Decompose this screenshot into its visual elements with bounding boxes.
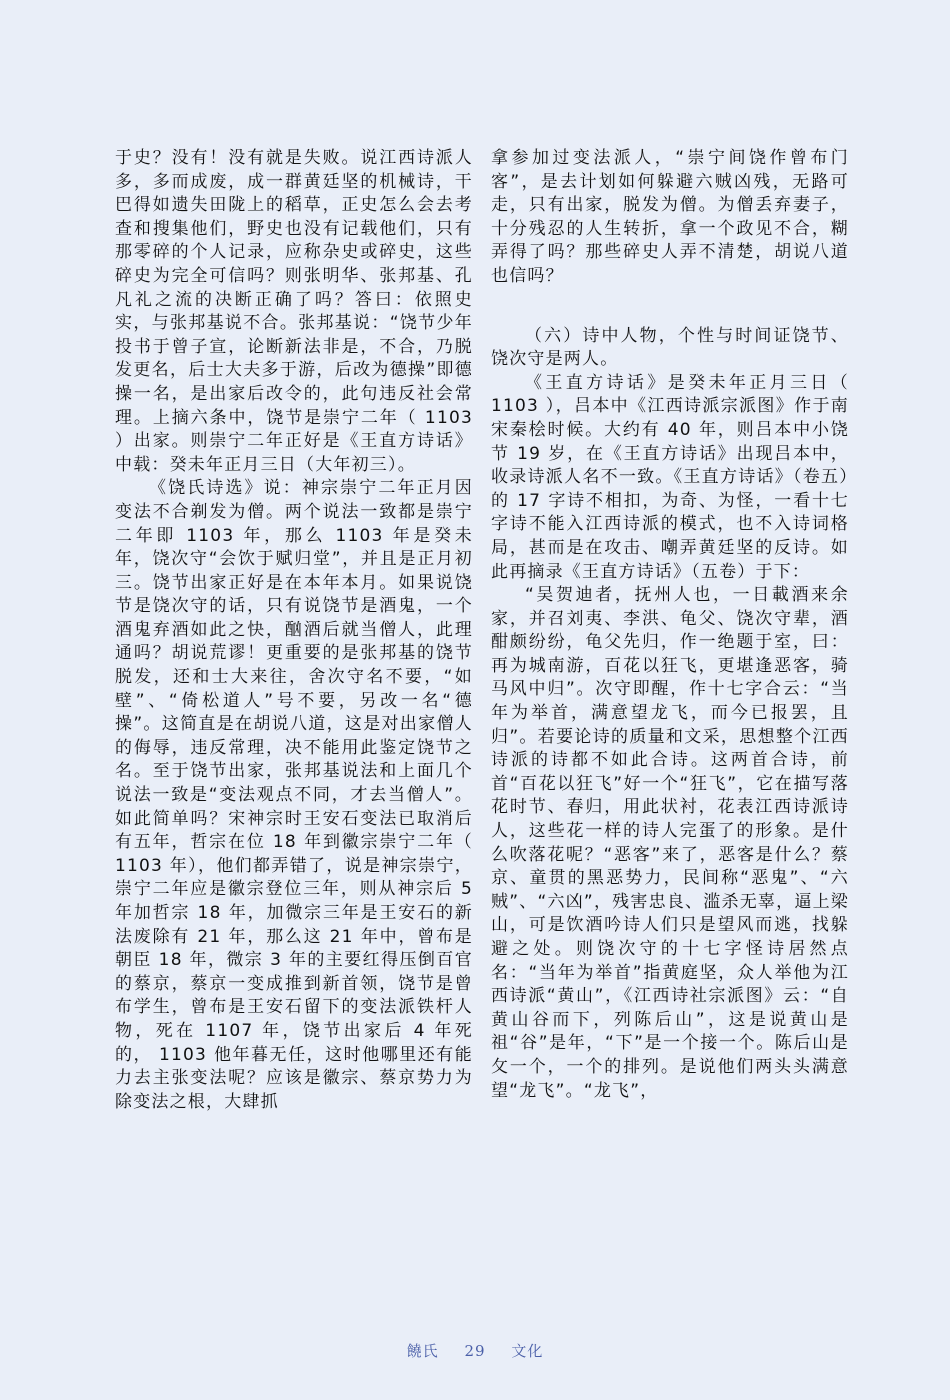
body-paragraph: 拿参加过变法派人，“崇宁间饶作曾布门客”，是去计划如何躲避六贼凶残，无路可走，只有出家，脱发为僧。为僧丢弃妻子，十分残忍的人生转折，拿一个政见不合，糊弄得了吗？那些碎史人弄不清楚，胡说八道也信吗？	[491, 148, 849, 286]
page-footer	[0, 1340, 950, 1361]
left-text-column	[115, 147, 473, 1114]
footer-left-label: 饒氏	[406, 1342, 439, 1360]
body-paragraph: 《饶氏诗选》说：神宗崇宁二年正月因变法不合剃发为僧。两个说法一致都是崇宁二年即 1103 年，那么 1103 年是癸未年，饶次守“会饮于赋归堂”，并且是正月初三。饶节出家正好是在本年本月。如果说饶节是饶次守的话，只有说饶节是酒鬼，一个酒鬼弃酒如此之快，酗酒后就当僧人，此理通吗？胡说荒谬！更重要的是张邦基的饶节脱发，还和士大来往，舍次守名不要，“如壁”、“倚松道人”号不要，另改一名“德操”。这简直是在胡说八道，这是对出家僧人的侮辱，违反常理，决不能用此鉴定饶节之名。至于饶节出家，张邦基说法和上面几个说法一致是“变法观点不同，才去当僧人”。如此简单吗？宋神宗时王安石变法已取消后有五年，哲宗在位 18 年到徽宗崇宁二年（ 1103 年），他们都弄错了，说是神宗崇宁，崇宁二年应是徽宗登位三年，则从神宗后 5 年加哲宗 18 年，加微宗三年是王安石的新法废除有 21 年，那么这 21 年中，曾布是朝臣 18 年，微宗 3 年的主要红得压倒百官的蔡京，蔡京一变成推到新首领，饶节是曾布学生，曾布是王安石留下的变法派铁杆人物，死在 1107 年，饶节出家后 4 年死的， 1103 他年暮无任，这时他哪里还有能力去主张变法呢？应该是徽宗、蔡京势力为除变法之根，大肆抓	[115, 478, 473, 1112]
body-paragraph: 《王直方诗话》是癸未年正月三日（ 1103 ），吕本中《江西诗派宗派图》作于南宋秦桧时候。大约有 40 年，则吕本中小饶节 19 岁，在《王直方诗话》出现吕本中，收录诗派人名不一致。《王直方诗话》（卷五）的 17 字诗不相扣，为奇、为怪，一看十七字诗不能入江西诗派的模式，也不入诗词格局，甚而是在攻击、嘲弄黄廷坚的反诗。如此再摘录《王直方诗话》（五卷）于下：	[491, 372, 849, 582]
section-heading: （六）诗中人物，个性与时间证饶节、饶次守是两人。	[491, 325, 849, 370]
body-paragraph: 于史？没有！没有就是失败。说江西诗派人多，多而成废，成一群黄廷坚的机械诗，干巴得如遗失田陇上的稻草，正史怎么会去考查和搜集他们，野史也没有记载他们，只有那零碎的个人记录，应称杂史或碎史，这些碎史为完全可信吗？则张明华、张邦基、孔凡礼之流的决断正确了吗？答曰：依照史实，与张邦基说不合。张邦基说：“饶节少年投书于曾子宣，论断新法非是，不合，乃脱发更名，后士大夫多于游，后改为德操”即德操一名，是出家后改令的，此句违反社会常理。上摘六条中，饶节是崇宁二年（ 1103 ）出家。则崇宁二年正好是《王直方诗话》中载：癸未年正月三日（大年初三）。	[115, 148, 473, 475]
page-number: 29	[464, 1342, 486, 1360]
right-text-column	[491, 147, 849, 1103]
body-paragraph: “吴贺迪者，抚州人也，一日載酒来余家，并召刘夷、李洪、龟父、饶次守辈，酒酣颇纷纷，龟父先归，作一绝题于室，曰：再为城南游，百花以狂飞，更堪逢恶客，骑马风中归”。次守即醒，作十七字合云：“当年为举首，满意望龙飞，而今已报罢，且归”。若要论诗的质量和文采，思想整个江西诗派的诗都不如此合诗。这两首合诗，前首“百花以狂飞”好一个“狂飞”，它在描写落花时节、春归，用此状衬，花表江西诗派诗人，这些花一样的诗人完蛋了的形象。是什么吹落花呢？“恶客”来了，恶客是什么？蔡京、童贯的黑恶势力，民间称“恶鬼”、“六贼”、“六凶”，残害忠良、滥杀无辜，逼上梁山，可是饮酒吟诗人们只是望风而逃，找躲避之处。则饶次守的十七字怪诗居然点名：“当年为举首”指黄庭坚，众人举他为江西诗派“黄山”，《江西诗社宗派图》云：“自黄山谷而下，列陈后山”，这是说黄山是祖“谷”是年，“下”是一个接一个。陈后山是攵一个，一个的排列。是说他们两头头满意望“龙飞”。“龙飞”，	[491, 585, 849, 1101]
footer-right-label: 文化	[511, 1342, 544, 1360]
